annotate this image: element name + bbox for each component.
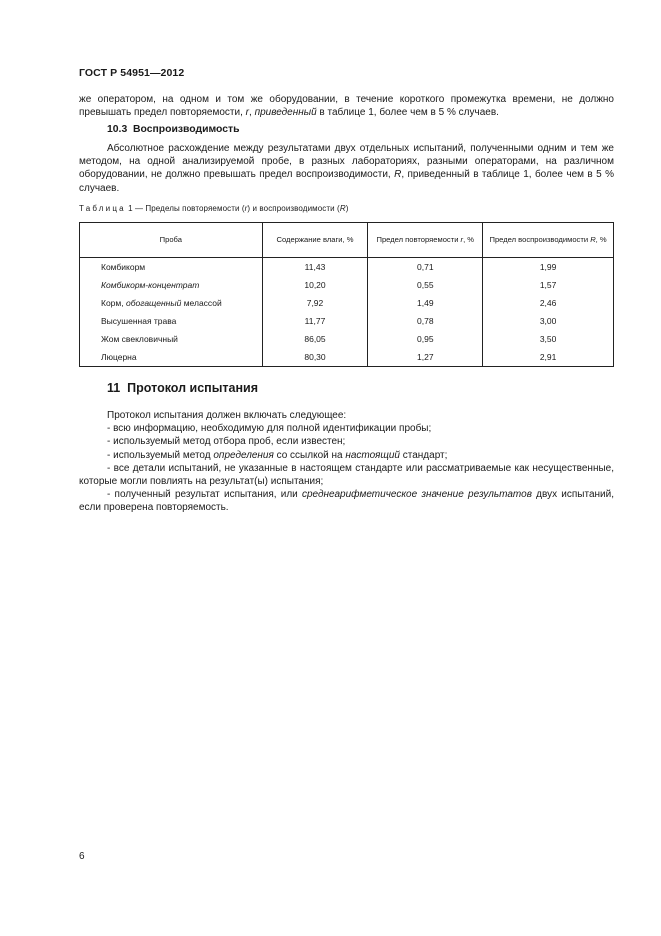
protocol-list bbox=[79, 409, 614, 515]
cell-repeatability: 1,27 bbox=[368, 348, 483, 367]
cell-sample: Корм, обогащенный мелассой bbox=[80, 294, 263, 312]
list-item: - полученный результат испытания, или среднеарифметическое значение результатов двух испытаний, если проверена повторяемость. bbox=[79, 489, 614, 514]
table-row bbox=[80, 258, 614, 277]
cell-moisture: 80,30 bbox=[262, 348, 368, 367]
cell-reproducibility: 2,46 bbox=[483, 294, 614, 312]
table-row bbox=[80, 348, 614, 367]
cell-sample: Люцерна bbox=[80, 348, 263, 367]
document-header: ГОСТ Р 54951—2012 bbox=[79, 67, 185, 79]
cell-repeatability: 0,71 bbox=[368, 258, 483, 277]
cell-moisture: 10,20 bbox=[262, 276, 368, 294]
table-caption: Таблица 1 — Пределы повторяемости (r) и воспроизводимости (R) bbox=[79, 204, 349, 213]
cell-repeatability: 0,55 bbox=[368, 276, 483, 294]
table-row bbox=[80, 294, 614, 312]
list-item: - используемый метод отбора проб, если известен; bbox=[107, 436, 346, 448]
section-10-3-heading: 10.3 Воспроизводимость bbox=[107, 124, 240, 135]
cell-repeatability: 0,95 bbox=[368, 330, 483, 348]
page-number: 6 bbox=[79, 851, 85, 862]
cell-moisture: 86,05 bbox=[262, 330, 368, 348]
cell-moisture: 7,92 bbox=[262, 294, 368, 312]
cell-sample: Высушенная трава bbox=[80, 312, 263, 330]
cell-moisture: 11,77 bbox=[262, 312, 368, 330]
paragraph-reproducibility: Абсолютное расхождение между результатами двух отдельных испытаний, полученными одним и тем же методом, на одной анализируемой пробе, в разных лабораториях, разными операторами, на различном оборудовании, не должно превышать предел воспроизводимости, R, приведенный в таблице 1, более чем в 5 % случаев. bbox=[79, 143, 614, 194]
cell-reproducibility: 2,91 bbox=[483, 348, 614, 367]
table-row bbox=[80, 330, 614, 348]
paragraph-repeatability-end: же оператором, на одном и том же оборудовании, в течение короткого промежутка времени, не должно превышать предел повторяемости, r, приведенный в таблице 1, более чем в 5 % случаев. bbox=[79, 94, 614, 119]
section-11-heading: 11 Протокол испытания bbox=[107, 381, 259, 395]
cell-sample: Комбикорм bbox=[80, 258, 263, 277]
cell-sample: Комбикорм-концентрат bbox=[80, 276, 263, 294]
header-reproducibility: Предел воспроизводимости R, % bbox=[483, 223, 614, 258]
header-repeatability: Предел повторяемости r, % bbox=[368, 223, 483, 258]
protocol-intro: Протокол испытания должен включать следующее: bbox=[107, 410, 347, 421]
table-row bbox=[80, 276, 614, 294]
list-item: - всю информацию, необходимую для полной идентификации пробы; bbox=[107, 423, 432, 435]
list-item: - используемый метод определения со ссылкой на настоящий стандарт; bbox=[107, 449, 448, 461]
cell-repeatability: 0,78 bbox=[368, 312, 483, 330]
cell-reproducibility: 1,57 bbox=[483, 276, 614, 294]
cell-repeatability: 1,49 bbox=[368, 294, 483, 312]
cell-reproducibility: 3,50 bbox=[483, 330, 614, 348]
header-moisture: Содержание влаги, % bbox=[262, 223, 368, 258]
precision-limits-table bbox=[79, 222, 614, 367]
cell-reproducibility: 1,99 bbox=[483, 258, 614, 277]
header-sample: Проба bbox=[80, 223, 263, 258]
table-header-row bbox=[80, 223, 614, 258]
cell-moisture: 11,43 bbox=[262, 258, 368, 277]
cell-sample: Жом свекловичный bbox=[80, 330, 263, 348]
list-item: - все детали испытаний, не указанные в настоящем стандарте или рассматриваемые как несущественные, которые могли повлиять на результат(ы) испытания; bbox=[79, 462, 614, 488]
cell-reproducibility: 3,00 bbox=[483, 312, 614, 330]
table-row bbox=[80, 312, 614, 330]
